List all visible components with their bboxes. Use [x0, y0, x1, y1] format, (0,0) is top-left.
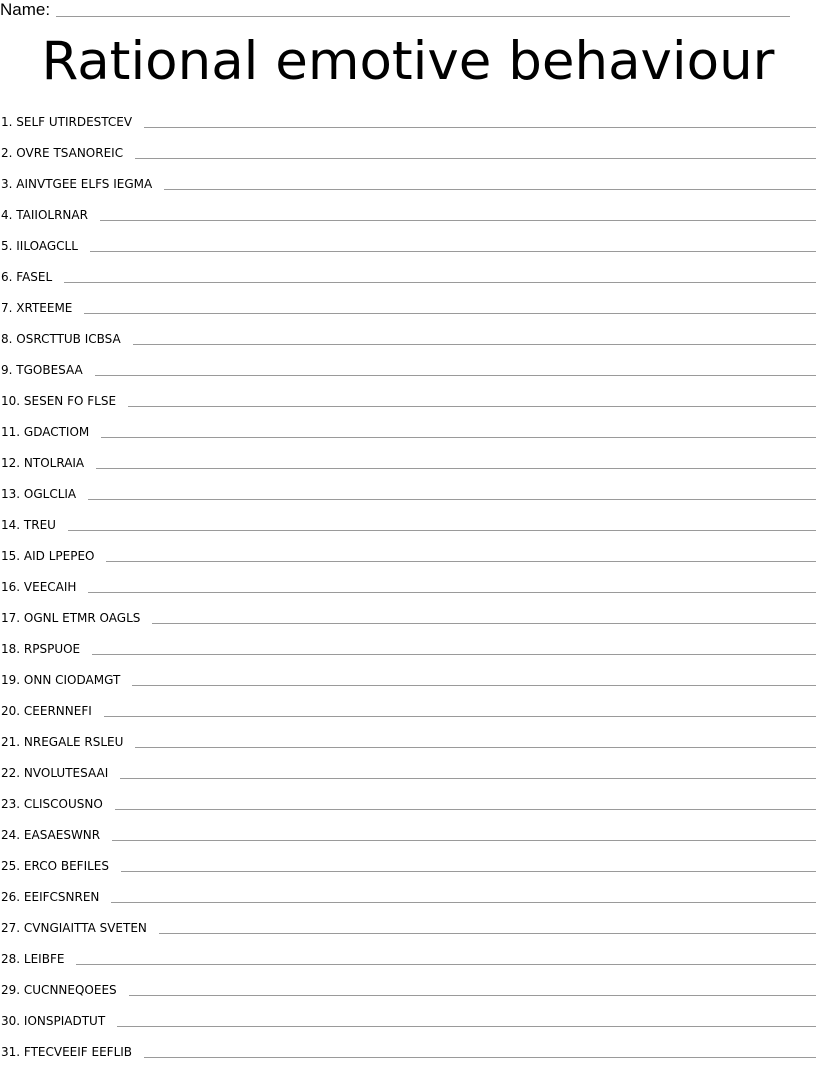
- answer-line[interactable]: [121, 871, 816, 872]
- answer-line[interactable]: [164, 189, 816, 190]
- list-item: [0, 819, 816, 850]
- scrambled-word: 31. FTECVEEIF EEFLIB: [1, 1044, 133, 1059]
- scrambled-word: 4. TAIIOLRNAR: [1, 207, 88, 222]
- scrambled-word: 27. CVNGIAITTA SVETEN: [1, 920, 147, 935]
- answer-line[interactable]: [95, 375, 816, 376]
- scrambled-word: 12. NTOLRAIA: [1, 455, 85, 470]
- scrambled-word: 22. NVOLUTESAAI: [1, 765, 109, 780]
- answer-line[interactable]: [117, 1026, 816, 1027]
- list-item: [0, 695, 816, 726]
- list-item: [0, 230, 816, 261]
- list-item: [0, 478, 816, 509]
- scrambled-word: 7. XRTEEME: [1, 300, 73, 315]
- list-item: [0, 509, 816, 540]
- list-item: [0, 168, 816, 199]
- answer-line[interactable]: [88, 499, 816, 500]
- answer-line[interactable]: [115, 809, 816, 810]
- list-item: [0, 1036, 816, 1067]
- answer-line[interactable]: [104, 716, 816, 717]
- answer-line[interactable]: [68, 530, 816, 531]
- list-item: [0, 881, 816, 912]
- scrambled-word: 17. OGNL ETMR OAGLS: [1, 610, 141, 625]
- scrambled-word: 28. LEIBFE: [1, 951, 65, 966]
- answer-line[interactable]: [92, 654, 816, 655]
- list-item: [0, 106, 816, 137]
- answer-line[interactable]: [96, 468, 816, 469]
- list-item: [0, 1005, 816, 1036]
- scrambled-word: 8. OSRCTTUB ICBSA: [1, 331, 121, 346]
- scrambled-word: 14. TREU: [1, 517, 56, 532]
- scrambled-word-list: [0, 106, 816, 1067]
- answer-line[interactable]: [100, 220, 816, 221]
- list-item: [0, 757, 816, 788]
- list-item: [0, 261, 816, 292]
- list-item: [0, 416, 816, 447]
- answer-line[interactable]: [120, 778, 816, 779]
- list-item: [0, 850, 816, 881]
- answer-line[interactable]: [159, 933, 816, 934]
- list-item: [0, 385, 816, 416]
- list-item: [0, 943, 816, 974]
- scrambled-word: 25. ERCO BEFILES: [1, 858, 109, 873]
- answer-line[interactable]: [64, 282, 816, 283]
- scrambled-word: 10. SESEN FO FLSE: [1, 393, 117, 408]
- scrambled-word: 16. VEECAIH: [1, 579, 77, 594]
- list-item: [0, 540, 816, 571]
- list-item: [0, 137, 816, 168]
- list-item: [0, 571, 816, 602]
- list-item: [0, 354, 816, 385]
- answer-line[interactable]: [88, 592, 816, 593]
- answer-line[interactable]: [152, 623, 816, 624]
- list-item: [0, 199, 816, 230]
- scrambled-word: 3. AINVTGEE ELFS IEGMA: [1, 176, 153, 191]
- scrambled-word: 23. CLISCOUSNO: [1, 796, 103, 811]
- scrambled-word: 5. IILOAGCLL: [1, 238, 78, 253]
- scrambled-word: 13. OGLCLIA: [1, 486, 77, 501]
- scrambled-word: 21. NREGALE RSLEU: [1, 734, 124, 749]
- page-title: Rational emotive behaviour: [41, 31, 775, 92]
- scrambled-word: 2. OVRE TSANOREIC: [1, 145, 124, 160]
- list-item: [0, 726, 816, 757]
- answer-line[interactable]: [133, 344, 816, 345]
- name-answer-line[interactable]: [56, 16, 790, 17]
- answer-line[interactable]: [106, 561, 816, 562]
- answer-line[interactable]: [144, 1057, 816, 1058]
- answer-line[interactable]: [128, 406, 816, 407]
- scrambled-word: 9. TGOBESAA: [1, 362, 83, 377]
- list-item: [0, 602, 816, 633]
- scrambled-word: 19. ONN CIODAMGT: [1, 672, 121, 687]
- answer-line[interactable]: [76, 964, 816, 965]
- answer-line[interactable]: [84, 313, 816, 314]
- scrambled-word: 30. IONSPIADTUT: [1, 1013, 106, 1028]
- scrambled-word: 24. EASAESWNR: [1, 827, 101, 842]
- scrambled-word: 1. SELF UTIRDESTCEV: [1, 114, 133, 129]
- scrambled-word: 15. AID LPEPEO: [1, 548, 95, 563]
- answer-line[interactable]: [135, 158, 816, 159]
- scrambled-word: 11. GDACTIOM: [1, 424, 90, 439]
- answer-line[interactable]: [135, 747, 816, 748]
- answer-line[interactable]: [144, 127, 816, 128]
- list-item: [0, 974, 816, 1005]
- scrambled-word: 29. CUCNNEQOEES: [1, 982, 117, 997]
- list-item: [0, 633, 816, 664]
- answer-line[interactable]: [90, 251, 816, 252]
- list-item: [0, 323, 816, 354]
- name-label: Name:: [0, 0, 51, 19]
- name-row: [0, 0, 790, 20]
- scrambled-word: 18. RPSPUOE: [1, 641, 81, 656]
- answer-line[interactable]: [112, 840, 816, 841]
- list-item: [0, 664, 816, 695]
- scrambled-word: 20. CEERNNEFI: [1, 703, 92, 718]
- answer-line[interactable]: [129, 995, 816, 996]
- list-item: [0, 447, 816, 478]
- scrambled-word: 26. EEIFCSNREN: [1, 889, 100, 904]
- answer-line[interactable]: [132, 685, 816, 686]
- answer-line[interactable]: [111, 902, 816, 903]
- list-item: [0, 912, 816, 943]
- scrambled-word: 6. FASEL: [1, 269, 53, 284]
- list-item: [0, 788, 816, 819]
- list-item: [0, 292, 816, 323]
- answer-line[interactable]: [101, 437, 816, 438]
